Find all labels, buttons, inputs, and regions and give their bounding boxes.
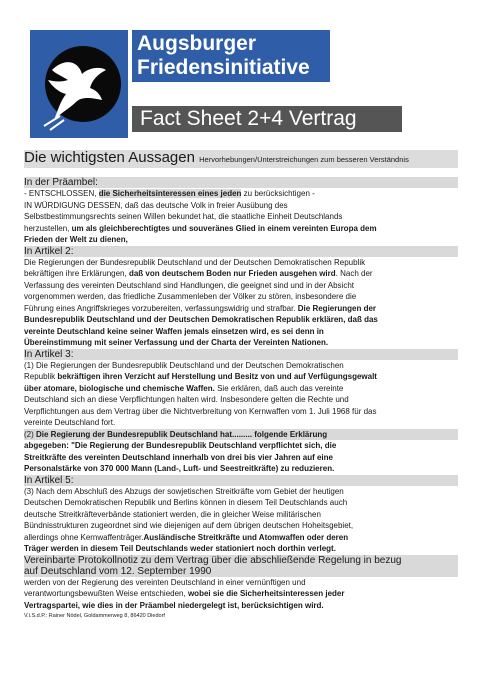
text-segment: Sie erklären, daß auch das vereinte: [214, 383, 344, 393]
protokoll-title-line1: Vereinbarte Protokollnotiz zu dem Vertrag über die abschließende Regelung in bezug: [24, 554, 402, 566]
emphasis: über atomare, biologische und chemische Waffen.: [24, 383, 215, 393]
text-line: Verfassung des vereinten Deutschland sind Handlungen, die geeignet sind und in der Absicht: [24, 280, 355, 290]
organization-name: [132, 30, 330, 82]
text-line: [24, 383, 458, 395]
text-line: werden von der Regierung des vereinten Deutschland in einer vernünftigen und: [24, 577, 306, 587]
text-line: (1) Die Regierungen der Bundesrepublik Deutschland und der Deutschen Demokratischen: [24, 360, 344, 370]
text-line: Selbstbestimmungsrechts seinen Willen bekundet hat, die staatliche Einheit Deutschlands: [24, 212, 343, 221]
main-heading-text: Die wichtigsten Aussagen: [24, 149, 195, 166]
emphasis: vereinte Deutschland keine seiner Waffen jemals einsetzen wird, es sei denn in: [24, 326, 324, 336]
section-artikel5-title: In Artikel 5:: [24, 475, 458, 486]
text-segment: zu berücksichtigen -: [241, 189, 315, 198]
text-line: Verpflichtungen aus dem Vertrag über die Nichtverbreitung von Kernwaffen vom 1. Juli 1968 für das: [24, 406, 377, 416]
text-line: [24, 268, 458, 280]
emphasis: Streitkräfte des vereinten Deutschland innerhalb von drei bis vier Jahren auf eine: [24, 452, 333, 462]
section-artikel2-title: In Artikel 2:: [24, 246, 458, 257]
emphasis: Übereinstimmung mit seiner Verfassung und der Charta der Vereinten Nationen.: [24, 338, 329, 347]
text-line: deutsche Streitkräfteverbände stationiert werden, die in gleicher Weise militärischen: [24, 509, 321, 519]
footer-imprint: V.i.S.d.P.: Rainer Nödel, Goldammerweg 8, 86420 Diedorf: [24, 613, 165, 619]
text-line: [24, 234, 458, 246]
text-segment: bekräftigen ihre Erklärungen,: [24, 269, 129, 278]
emphasis: wobei sie die Sicherheitsinteressen jeder: [187, 589, 345, 598]
text-segment: verantwortungsbewußten Weise entschieden,: [24, 589, 188, 598]
text-line: [24, 429, 458, 441]
emphasis: die Sicherheitsinteressen eines jeden: [98, 189, 242, 198]
emphasis: Die Regierungen der: [297, 303, 377, 313]
text-line: [24, 452, 458, 464]
text-line: [24, 188, 458, 200]
text-line: [24, 463, 458, 475]
text-segment: Republik: [24, 372, 58, 381]
text-line: [24, 532, 458, 544]
text-segment: (2): [24, 429, 36, 439]
text-segment: allerdings ohne Kernwaffenträger.: [24, 532, 144, 542]
main-content: [24, 150, 458, 620]
heading-note: Hervorhebungen/Unterstreichungen zum besseren Verständnis: [199, 155, 409, 164]
text-line: (3) Nach dem Abschluß des Abzugs der sowjetischen Streitkräfte vom Gebiet der heutigen: [24, 486, 344, 496]
section-praeambel-title: In der Präambel:: [24, 177, 458, 188]
org-name-line2: Friedensinitiative: [137, 56, 310, 79]
org-name-line1: Augsburger: [137, 32, 257, 55]
section-protokoll-text: [24, 577, 458, 612]
text-segment: Führung eines Angriffskrieges vorzubereiten, verfassungswidrig und strafbar.: [24, 303, 298, 313]
section-artikel3-text: [24, 360, 458, 475]
main-heading: [24, 150, 458, 168]
dove-globe-logo-icon: [30, 30, 128, 138]
text-line: [24, 543, 458, 555]
emphasis: Ausländische Streitkräfte und Atomwaffen oder deren: [143, 532, 349, 542]
section-praeambel-text: [24, 188, 458, 246]
section-artikel3-title: In Artikel 3:: [24, 349, 458, 360]
text-line: [24, 223, 458, 235]
emphasis: Frieden der Welt zu dienen,: [24, 235, 128, 244]
emphasis: Die Regierung der Bundesrepublik Deutschland hat......... folgende Erklärung: [36, 429, 328, 439]
text-segment: - ENTSCHLOSSEN,: [24, 189, 99, 198]
emphasis: Träger werden in diesem Teil Deutschlands weder stationiert noch dorthin verlegt.: [24, 544, 336, 553]
text-line: IN WÜRDIGUNG DESSEN, daß das deutsche Volk in freier Ausübung des: [24, 200, 288, 210]
section-artikel5-text: [24, 486, 458, 555]
text-line: [24, 314, 458, 326]
text-line: [24, 337, 458, 349]
section-protokoll-title: [24, 555, 458, 577]
text-line: [24, 600, 458, 612]
text-line: Deutschland sich an diese Verpflichtungen halten wird. Insbesondere gelten die Rechte und: [24, 395, 349, 404]
text-line: Bündnisstrukturen zugeordnet sind wie diejenigen auf dem übrigen deutschen Hoheitsgebiet,: [24, 521, 354, 530]
emphasis: Personalstärke von 370 000 Mann (Land-, Luft- und Seestreitkräfte) zu reduzieren.: [24, 464, 335, 473]
emphasis: bekräftigen ihren Verzicht auf Herstellung und Besitz von und auf Verfügungsgewalt: [57, 372, 377, 381]
emphasis: Vertragspartei, wie dies in der Präambel niedergelegt ist, berücksichtigen wird.: [24, 600, 324, 610]
emphasis: um als gleichberechtigtes und souveränes Glied in einem vereinten Europa dem: [71, 223, 377, 233]
protokoll-title-line2: auf Deutschland vom 12. September 1990: [24, 565, 212, 577]
emphasis: daß von deutschem Boden nur Frieden ausgehen wird: [128, 269, 336, 278]
text-line: [24, 440, 458, 452]
logo: [30, 30, 128, 138]
emphasis: Bundesrepublik Deutschland und der Deutschen Demokratischen Republik erklären, daß das: [24, 315, 378, 324]
text-line: [24, 588, 458, 600]
text-line: [24, 303, 458, 315]
text-segment: herzustellen,: [24, 223, 72, 233]
section-artikel2-text: [24, 257, 458, 349]
text-line: vereinte Deutschland fort.: [24, 418, 116, 427]
text-line: vorgenommen werden, das friedliche Zusammenleben der Völker zu stören, insbesondere die: [24, 292, 357, 301]
fact-sheet-title: Fact Sheet 2+4 Vertrag: [132, 106, 402, 132]
emphasis: abgegeben: "Die Regierung der Bundesrepublik Deutschland verpflichtet sich, die: [24, 441, 337, 450]
text-segment: . Nach der: [335, 269, 373, 278]
text-line: [24, 371, 458, 383]
text-line: [24, 326, 458, 338]
text-line: Deutschen Demokratischen Republik und Berlins können in diesem Teil Deutschlands auch: [24, 498, 348, 507]
text-line: Die Regierungen der Bundesrepublik Deutschland und der Deutschen Demokratischen Republik: [24, 257, 366, 267]
